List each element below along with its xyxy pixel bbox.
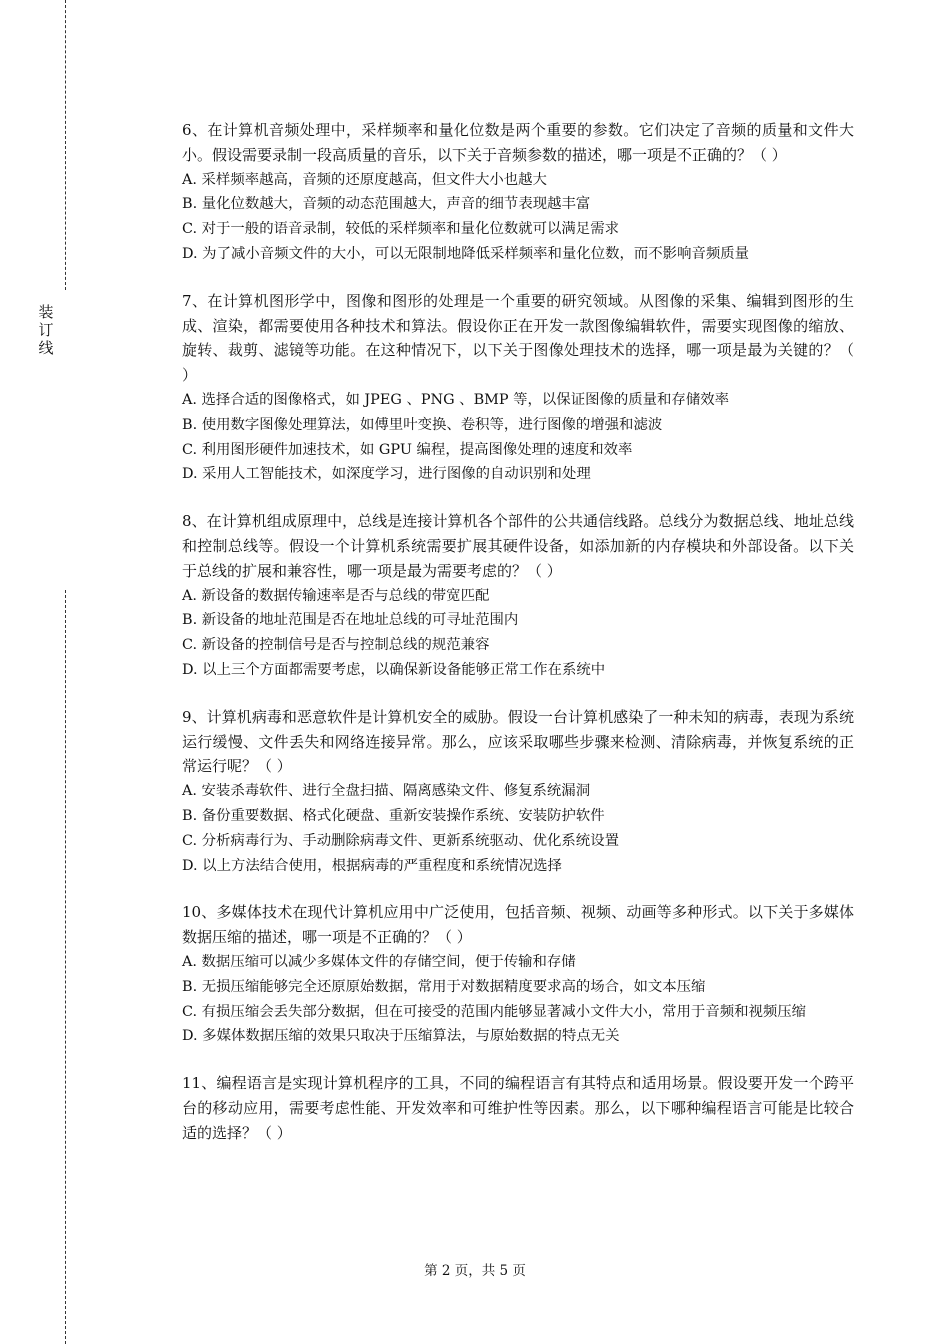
option-c: C. 分析病毒行为、手动删除病毒文件、更新系统驱动、优化系统设置	[182, 832, 619, 849]
binding-dashed-line-top	[65, 0, 66, 290]
question-7	[182, 289, 854, 487]
binding-label-char: 线	[38, 339, 54, 357]
option-d: D. 采用人工智能技术，如深度学习，进行图像的自动识别和处理	[182, 466, 591, 483]
binding-dashed-line-bottom	[65, 590, 66, 1344]
question-stem: 8、在计算机组成原理中，总线是连接计算机各个部件的公共通信线路。总线分为数据总线、地址总线和控制总线等。假设一个计算机系统需要扩展其硬件设备，如添加新的内存模块和外部设备。以下关于总线的扩展和兼容性，哪一项是最为需要考虑的？（ ）	[182, 512, 854, 580]
question-6	[182, 118, 854, 267]
option-c: C. 对于一般的语音录制，较低的采样频率和量化位数就可以满足需求	[182, 221, 619, 238]
option-c: C. 利用图形硬件加速技术，如 GPU 编程，提高图像处理的速度和效率	[182, 441, 633, 458]
page-number: 第 2 页，共 5 页	[424, 1263, 526, 1279]
option-b: B. 备份重要数据、格式化硬盘、重新安装操作系统、安装防护软件	[182, 807, 605, 824]
question-stem: 10、多媒体技术在现代计算机应用中广泛使用，包括音频、视频、动画等多种形式。以下关于多媒体数据压缩的描述，哪一项是不正确的？（ ）	[182, 903, 854, 947]
option-b: B. 使用数字图像处理算法，如傅里叶变换、卷积等，进行图像的增强和滤波	[182, 416, 663, 433]
option-b: B. 无损压缩能够完全还原原始数据，常用于对数据精度要求高的场合，如文本压缩	[182, 978, 706, 995]
binding-line-label	[36, 303, 56, 357]
option-a: A. 采样频率越高，音频的还原度越高，但文件大小也越大	[182, 171, 547, 188]
option-b: B. 量化位数越大，音频的动态范围越大，声音的细节表现越丰富	[182, 196, 591, 213]
option-d: D. 以上方法结合使用，根据病毒的严重程度和系统情况选择	[182, 857, 562, 874]
question-stem: 9、计算机病毒和恶意软件是计算机安全的威胁。假设一台计算机感染了一种未知的病毒，表现为系统运行缓慢、文件丢失和网络连接异常。那么，应该采取哪些步骤来检测、清除病毒，并恢复系统的正常运行呢？（ ）	[182, 707, 854, 776]
question-list	[182, 118, 854, 1167]
question-11	[182, 1071, 854, 1145]
question-9	[182, 705, 854, 879]
question-10	[182, 900, 854, 1049]
question-stem: 7、在计算机图形学中，图像和图形的处理是一个重要的研究领域。从图像的采集、编辑到图形的生成、渲染，都需要使用各种技术和算法。假设你正在开发一款图像编辑软件，需要实现图像的缩放、旋转、裁剪、滤镜等功能。在这种情况下，以下关于图像处理技术的选择，哪一项是最为关键的？（ ）	[182, 291, 854, 385]
option-a: A. 数据压缩可以减少多媒体文件的存储空间，便于传输和存储	[182, 953, 576, 970]
question-stem: 11、编程语言是实现计算机程序的工具，不同的编程语言有其特点和适用场景。假设要开发一个跨平台的移动应用，需要考虑性能、开发效率和可维护性等因素。那么，以下哪种编程语言可能是比较合适的选择？（ ）	[182, 1074, 854, 1142]
option-c: C. 新设备的控制信号是否与控制总线的规范兼容	[182, 637, 490, 654]
option-a: A. 新设备的数据传输速率是否与总线的带宽匹配	[182, 587, 490, 604]
option-c: C. 有损压缩会丢失部分数据，但在可接受的范围内能够显著减小文件大小，常用于音频和视频压缩	[182, 1003, 807, 1020]
option-a: A. 选择合适的图像格式，如 JPEG 、PNG 、BMP 等，以保证图像的质量和存储效率	[182, 391, 729, 408]
binding-label-char: 订	[38, 321, 54, 339]
question-8	[182, 509, 854, 683]
option-d: D. 以上三个方面都需要考虑，以确保新设备能够正常工作在系统中	[182, 661, 606, 678]
option-d: D. 多媒体数据压缩的效果只取决于压缩算法，与原始数据的特点无关	[182, 1028, 620, 1045]
option-b: B. 新设备的地址范围是否在地址总线的可寻址范围内	[182, 612, 519, 629]
option-d: D. 为了减小音频文件的大小，可以无限制地降低采样频率和量化位数，而不影响音频质量	[182, 245, 750, 262]
option-a: A. 安装杀毒软件、进行全盘扫描、隔离感染文件、修复系统漏洞	[182, 783, 591, 800]
question-stem: 6、在计算机音频处理中，采样频率和量化位数是两个重要的参数。它们决定了音频的质量和文件大小。假设需要录制一段高质量的音乐，以下关于音频参数的描述，哪一项是不正确的？（ ）	[182, 121, 854, 164]
binding-label-char: 装	[38, 303, 54, 321]
